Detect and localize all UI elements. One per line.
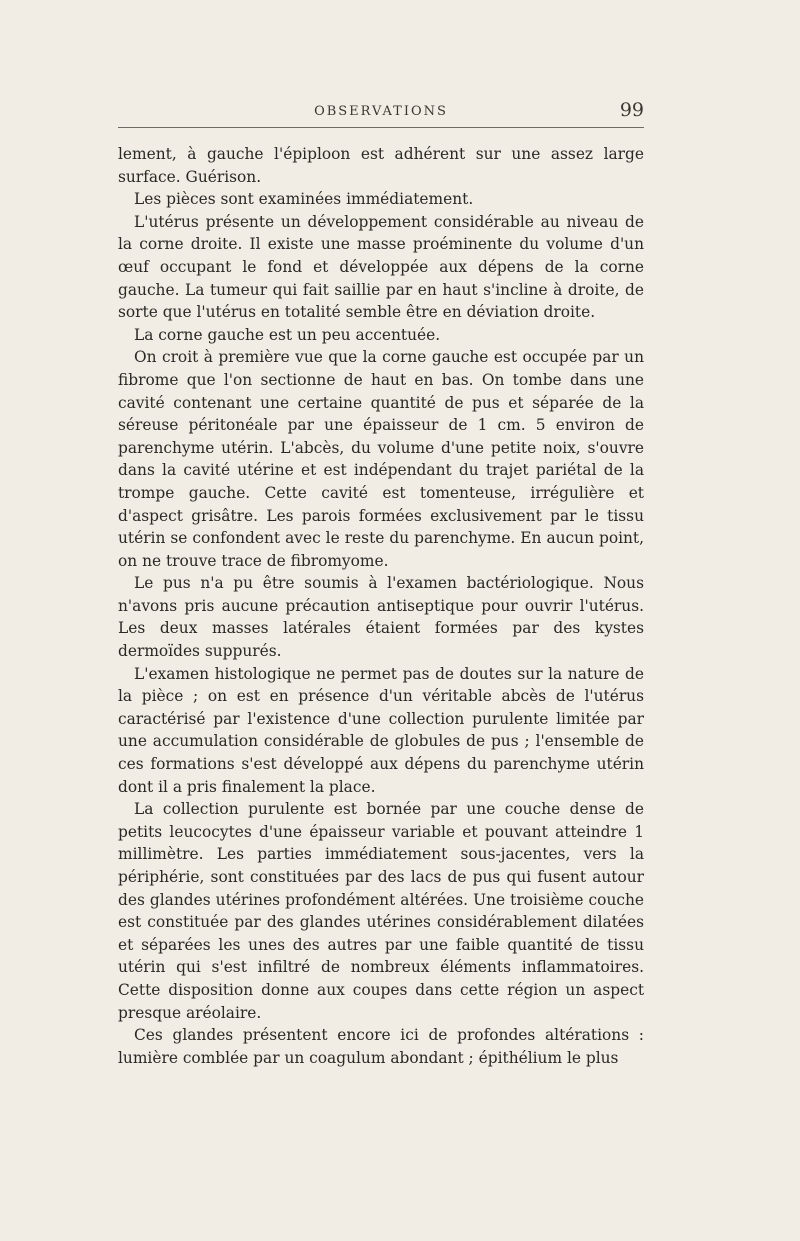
paragraph: lement, à gauche l'épiploon est adhérent sur une assez large surface. Guérison. <box>118 145 644 186</box>
paragraph: Le pus n'a pu être soumis à l'examen bactériologique. Nous n'avons pris aucune précaution antiseptique pour ouvrir l'utérus. Les deux masses latérales étaient formées par des kystes dermoïdes suppurés. <box>118 574 644 661</box>
running-title: OBSERVATIONS <box>314 104 448 119</box>
page-header <box>118 99 644 126</box>
body-text <box>118 143 644 1069</box>
header-rule <box>118 127 644 128</box>
paragraph: L'examen histologique ne permet pas de doutes sur la nature de la pièce ; on est en présence d'un véritable abcès de l'utérus caractérisé par l'existence d'une collection purulente limitée par une accumulation considérable de globules de pus ; l'ensemble de ces formations s'est développé aux dépens du parenchyme utérin dont il a pris finalement la place. <box>118 664 644 796</box>
paragraph: La corne gauche est un peu accentuée. <box>134 325 441 344</box>
page-number: 99 <box>619 99 644 121</box>
paragraph: La collection purulente est bornée par une couche dense de petits leucocytes d'une épaisseur variable et pouvant atteindre 1 millimètre. Les parties immédiatement sous-jacentes, vers la périphérie, sont constituées par des lacs de pus qui fusent autour des glandes utérines profondément altérées. Une troisième couche est constituée par des glandes utérines considérablement dilatées et séparées les unes des autres par une faible quantité de tissu utérin qui s'est infiltré de nombreux éléments inflammatoires. Cette disposition donne aux coupes dans cette région un aspect presque aréolaire. <box>118 800 644 1022</box>
paragraph: On croit à première vue que la corne gauche est occupée par un fibrome que l'on sectionne de haut en bas. On tombe dans une cavité contenant une certaine quantité de pus et séparée de la séreuse péritonéale par une épaisseur de 1 cm. 5 environ de parenchyme utérin. L'abcès, du volume d'une petite noix, s'ouvre dans la cavité utérine et est indépendant du trajet pariétal de la trompe gauche. Cette cavité est tomenteuse, irrégulière et d'aspect grisâtre. Les parois formées exclusivement par le tissu utérin se confondent avec le reste du parenchyme. En aucun point, on ne trouve trace de fibromyome. <box>118 348 644 570</box>
paragraph: Les pièces sont examinées immédiatement. <box>134 190 474 209</box>
paragraph: L'utérus présente un développement considérable au niveau de la corne droite. Il existe une masse proéminente du volume d'un œuf occupant le fond et développée aux dépens de la corne gauche. La tumeur qui fait saillie par en haut s'incline à droite, de sorte que l'utérus en totalité semble être en déviation droite. <box>118 212 644 322</box>
paragraph: Ces glandes présentent encore ici de profondes altérations : lumière comblée par un coagulum abondant ; épithélium le plus <box>118 1026 644 1067</box>
